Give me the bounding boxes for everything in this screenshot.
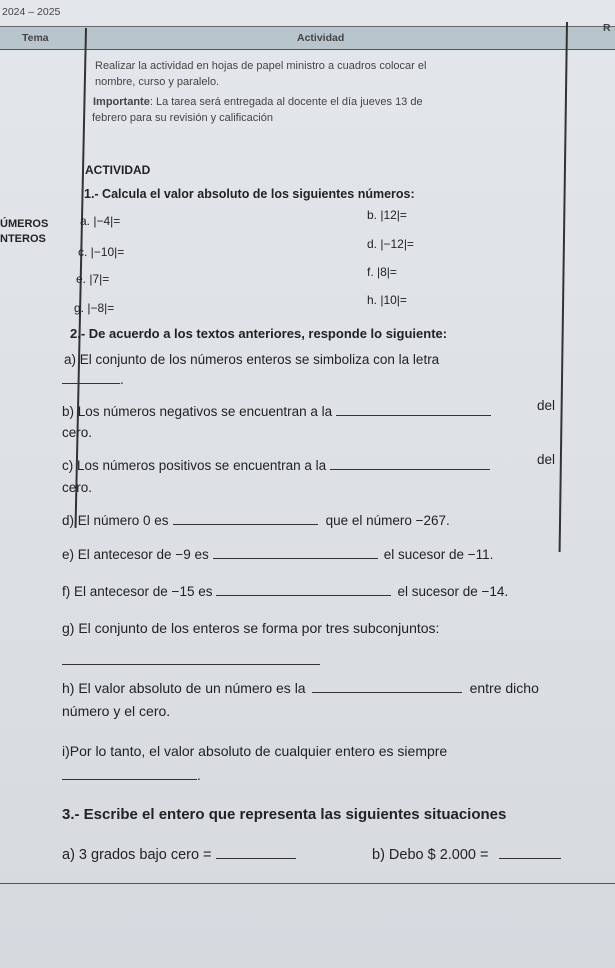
q2-i: i)Por lo tanto, el valor absoluto de cualquier entero es siempre	[62, 743, 448, 759]
q2-d-text: d) El número 0 es	[62, 513, 169, 528]
q2-h	[62, 680, 539, 696]
q2-e-answer-line[interactable]	[213, 557, 378, 559]
bottom-rule	[0, 883, 615, 884]
q3-a-text: a) 3 grados bajo cero =	[62, 847, 212, 863]
q3-b-text: b) Debo $ 2.000 =	[372, 847, 489, 863]
q2-h-text: h) El valor absoluto de un número es la	[62, 680, 306, 696]
q2-g: g) El conjunto de los enteros se forma por tres subconjuntos:	[62, 620, 440, 636]
q3-a-answer-line[interactable]	[216, 857, 296, 859]
q2-b-text: b) Los números negativos se encuentran a la	[62, 404, 333, 419]
q2-c-cero: cero.	[62, 480, 93, 495]
q1-item-d: d. |−12|=	[367, 237, 414, 251]
important-text: : La tarea será entregada al docente el día jueves 13 de	[149, 96, 423, 108]
school-year: 2024 – 2025	[2, 6, 61, 18]
q1-item-b: b. |12|=	[367, 208, 407, 222]
header-actividad: Actividad	[297, 32, 345, 44]
q3-title: 3.- Escribe el entero que representa las siguientes situaciones	[62, 806, 507, 823]
q2-f-answer-line[interactable]	[216, 594, 391, 596]
q2-title: 2.- De acuerdo a los textos anteriores, responde lo siguiente:	[70, 326, 448, 341]
q2-b-answer-line[interactable]	[336, 414, 491, 416]
tema-line2: NTEROS	[0, 233, 46, 245]
q2-e-text: e) El antecesor de −9 es	[62, 547, 209, 562]
q2-d-text2: que el número −267.	[325, 513, 450, 528]
q2-h-text2: entre dicho	[469, 680, 539, 696]
q3-b	[372, 847, 561, 863]
q2-a: a) El conjunto de los números enteros se simboliza con la letra	[64, 352, 440, 367]
q1-item-f: f. |8|=	[367, 265, 397, 279]
q2-h-cont: número y el cero.	[62, 703, 171, 719]
important-text-2: febrero para su revisión y calificación	[92, 112, 273, 124]
q1-title: 1.- Calcula el valor absoluto de los siguientes números:	[84, 187, 415, 201]
q2-e-text2: el sucesor de −11.	[383, 547, 494, 562]
instructions-line2: nombre, curso y paralelo.	[95, 76, 220, 88]
q2-d	[62, 513, 450, 528]
column-divider-right	[559, 22, 568, 552]
important-label: Importante	[93, 96, 150, 108]
q2-h-answer-line[interactable]	[312, 691, 462, 693]
tema-line1: ÚMEROS	[0, 218, 49, 230]
q2-c-text: c) Los números positivos se encuentran a la	[62, 458, 327, 473]
q2-f-text2: el sucesor de −14.	[397, 584, 509, 599]
q2-c	[62, 458, 490, 473]
header-r: R	[603, 22, 611, 34]
header-tema: Tema	[22, 32, 49, 44]
q2-e	[62, 547, 493, 562]
activity-title: ACTIVIDAD	[85, 163, 151, 177]
q2-b-del: del	[537, 398, 556, 413]
q2-b-cero: cero.	[62, 425, 93, 440]
q1-item-c: c. |−10|=	[78, 245, 125, 259]
q1-item-a: a. |−4|=	[80, 214, 121, 228]
q2-f-text: f) El antecesor de −15 es	[62, 584, 213, 599]
q2-i-answer-line[interactable]: .	[62, 768, 201, 783]
q3-b-answer-line[interactable]	[499, 857, 561, 859]
q1-item-h: h. |10|=	[367, 293, 407, 307]
q2-c-del: del	[537, 452, 556, 467]
q2-d-answer-line[interactable]	[173, 523, 318, 525]
q2-a-answer-line[interactable]: .	[62, 372, 124, 387]
q3-a	[62, 847, 296, 863]
q2-c-answer-line[interactable]	[330, 468, 490, 470]
q2-f	[62, 584, 508, 599]
important-note	[93, 96, 423, 108]
q2-g-answer-line[interactable]	[62, 652, 320, 670]
q1-item-g: g. |−8|=	[74, 301, 115, 315]
q2-b	[62, 404, 491, 419]
instructions-line1: Realizar la actividad en hojas de papel ministro a cuadros colocar el	[95, 60, 427, 72]
q1-item-e: e. |7|=	[76, 272, 110, 286]
